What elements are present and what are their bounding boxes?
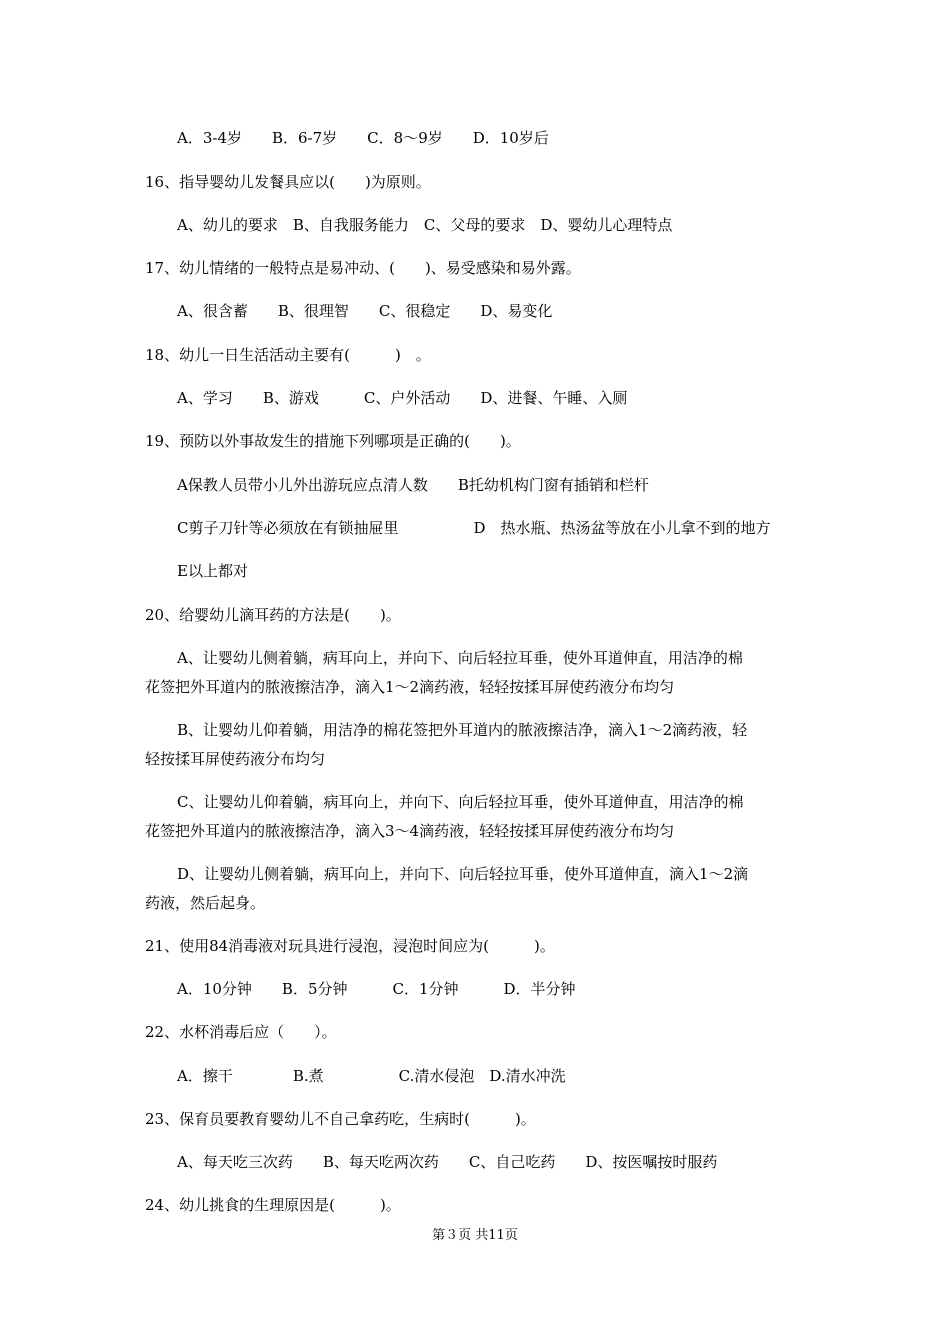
q18-question: 18、幼儿一日生活活动主要有( ) 。 — [145, 346, 431, 364]
page-footer: 第３页 共11页 — [432, 1228, 518, 1243]
q23-options: A、每天吃三次药 B、每天吃两次药 C、自己吃药 D、按医嘱按时服药 — [177, 1153, 718, 1171]
q20-option-a-line1: A、让婴幼儿侧着躺，病耳向上，并向下、向后轻拉耳垂，使外耳道伸直，用洁净的棉 — [177, 649, 743, 667]
q19-option-c-d: C剪子刀针等必须放在有锁抽屉里 D 热水瓶、热汤盆等放在小儿拿不到的地方 — [177, 519, 771, 537]
q20-option-a-line2: 花签把外耳道内的脓液擦洁净，滴入1～2滴药液，轻轻按揉耳屏使药液分布均匀 — [145, 678, 675, 696]
q18-options: A、学习 B、游戏 C、户外活动 D、进餐、午睡、入厕 — [177, 389, 628, 407]
q16-options: A、幼儿的要求 B、自我服务能力 C、父母的要求 D、婴幼儿心理特点 — [177, 216, 673, 234]
q19-option-e: E以上都对 — [177, 562, 248, 580]
q15-options: A．3-4岁 B．6-7岁 C．8～9岁 D．10岁后 — [177, 129, 549, 147]
q21-question: 21、使用84消毒液对玩具进行浸泡，浸泡时间应为( )。 — [145, 937, 555, 955]
q20-option-d-line1: D、让婴幼儿侧着躺，病耳向上，并向下、向后轻拉耳垂，使外耳道伸直，滴入1～2滴 — [177, 865, 749, 883]
q16-question: 16、指导婴幼儿发餐具应以( )为原则。 — [145, 173, 431, 191]
q20-option-d-line2: 药液，然后起身。 — [145, 894, 266, 912]
q24-question: 24、幼儿挑食的生理原因是( )。 — [145, 1196, 401, 1214]
q19-question: 19、预防以外事故发生的措施下列哪项是正确的( )。 — [145, 432, 521, 450]
q20-option-b-line1: B、让婴幼儿仰着躺，用洁净的棉花签把外耳道内的脓液擦洁净，滴入1～2滴药液，轻 — [177, 721, 748, 739]
q17-question: 17、幼儿情绪的一般特点是易冲动、( )、易受感染和易外露。 — [145, 259, 581, 277]
q20-question: 20、给婴幼儿滴耳药的方法是( )。 — [145, 606, 401, 624]
q22-question: 22、水杯消毒后应（ ）。 — [145, 1023, 337, 1041]
q23-question: 23、保育员要教育婴幼儿不自己拿药吃，生病时( )。 — [145, 1110, 536, 1128]
q19-option-a-b: A保教人员带小儿外出游玩应点清人数 B托幼机构门窗有插销和栏杆 — [177, 476, 649, 494]
q17-options: A、很含蓄 B、很理智 C、很稳定 D、易变化 — [177, 302, 553, 320]
q20-option-c-line1: C、让婴幼儿仰着躺，病耳向上，并向下、向后轻拉耳垂，使外耳道伸直，用洁净的棉 — [177, 793, 744, 811]
q22-options: A．擦干 B.煮 C.清水侵泡 D.清水冲洗 — [177, 1067, 566, 1085]
q20-option-b-line2: 轻按揉耳屏使药液分布均匀 — [145, 750, 326, 768]
q21-options: A．10分钟 B．5分钟 C．1分钟 D．半分钟 — [177, 980, 576, 998]
q20-option-c-line2: 花签把外耳道内的脓液擦洁净，滴入3～4滴药液，轻轻按揉耳屏使药液分布均匀 — [145, 822, 675, 840]
